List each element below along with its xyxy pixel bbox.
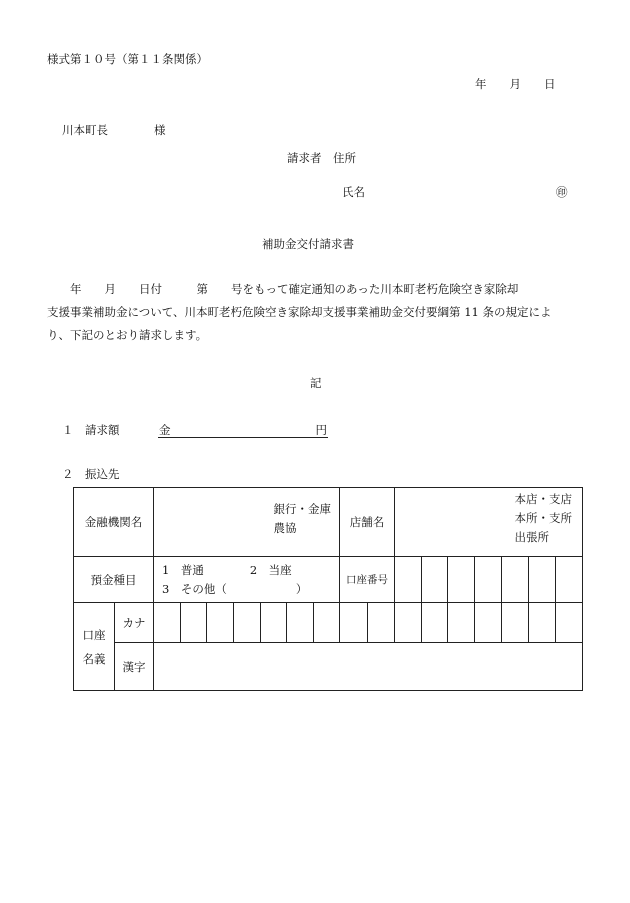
body-line: り、下記のとおり請求します。 [47,328,208,342]
account-digit-cell[interactable] [502,557,529,603]
account-digit-cell[interactable] [395,557,422,603]
bank-name-field[interactable] [154,488,340,557]
kana-cell[interactable] [287,603,314,643]
document-title: 補助金交付請求書 [262,237,354,251]
kana-label: カナ [115,603,154,643]
addressee: 川本町長 様 [62,123,166,137]
deposit-type-options[interactable] [154,557,340,603]
body-paragraph [47,278,587,347]
item2-number: ２ [62,467,74,481]
kana-cell[interactable] [340,603,368,643]
account-holder-label-line: 口座 [82,627,106,642]
bank-type-label: 農協 [273,521,297,535]
deposit-row [74,557,583,603]
bank-type-label: 銀行・金庫 [273,502,331,516]
item1-number: １ [62,423,74,437]
account-holder-label [74,603,115,691]
kana-cell[interactable] [234,603,261,643]
account-holder-label-line: 名義 [82,651,106,666]
form-number: 様式第１０号（第１１条関係） [47,52,208,66]
seal-mark: ㊞ [556,185,568,199]
bank-transfer-table [73,487,583,691]
kana-cell[interactable] [154,603,181,643]
kana-cell[interactable] [556,603,583,643]
deposit-option: 3 その他（ ） [162,581,308,596]
body-line: 支援事業補助金について、川本町老朽危険空き家除却支援事業補助金交付要綱第 11 条の規定によ [47,305,552,319]
kana-cell[interactable] [207,603,234,643]
amount-field[interactable] [158,422,328,438]
branch-type-label: 本所・支所 [514,511,572,525]
bank-row [74,488,583,557]
ki-heading: 記 [310,376,322,390]
kana-cell[interactable] [314,603,340,643]
amount-prefix: 金 [159,423,171,437]
kana-cell[interactable] [502,603,529,643]
account-digit-cell[interactable] [556,557,583,603]
branch-type-label: 本店・支店 [514,492,572,506]
branch-name-label: 店舗名 [340,488,395,557]
kana-row [74,603,583,643]
kanji-row [74,643,583,691]
account-digit-cell[interactable] [448,557,475,603]
account-digit-cell[interactable] [475,557,502,603]
requester-name-label: 氏名 [342,185,365,199]
account-digit-cell[interactable] [422,557,448,603]
kana-cell[interactable] [368,603,395,643]
deposit-type-label: 預金種目 [74,557,154,603]
date-line: 年 月 日 [475,77,556,91]
kana-cell[interactable] [395,603,422,643]
branch-type-label: 出張所 [514,530,549,544]
account-number-label: 口座番号 [340,557,395,603]
kana-cell[interactable] [422,603,448,643]
bank-name-label: 金融機関名 [74,488,154,557]
kana-cell[interactable] [448,603,475,643]
item2-label: 振込先 [85,467,120,481]
requester-address-label: 請求者 住所 [287,151,356,165]
kanji-label: 漢字 [115,643,154,691]
kana-cell[interactable] [261,603,287,643]
kana-cell[interactable] [181,603,207,643]
account-digit-cell[interactable] [529,557,556,603]
kana-cell[interactable] [529,603,556,643]
amount-suffix: 円 [315,423,327,437]
kana-cell[interactable] [475,603,502,643]
kanji-name-field[interactable] [154,643,583,691]
branch-name-field[interactable] [395,488,583,557]
deposit-option: 1 普通 2 当座 [162,562,292,577]
item1-label: 請求額 [85,423,120,437]
body-line: 年 月 日付 第 号をもって確定通知のあった川本町老朽危険空き家除却 [47,282,519,296]
